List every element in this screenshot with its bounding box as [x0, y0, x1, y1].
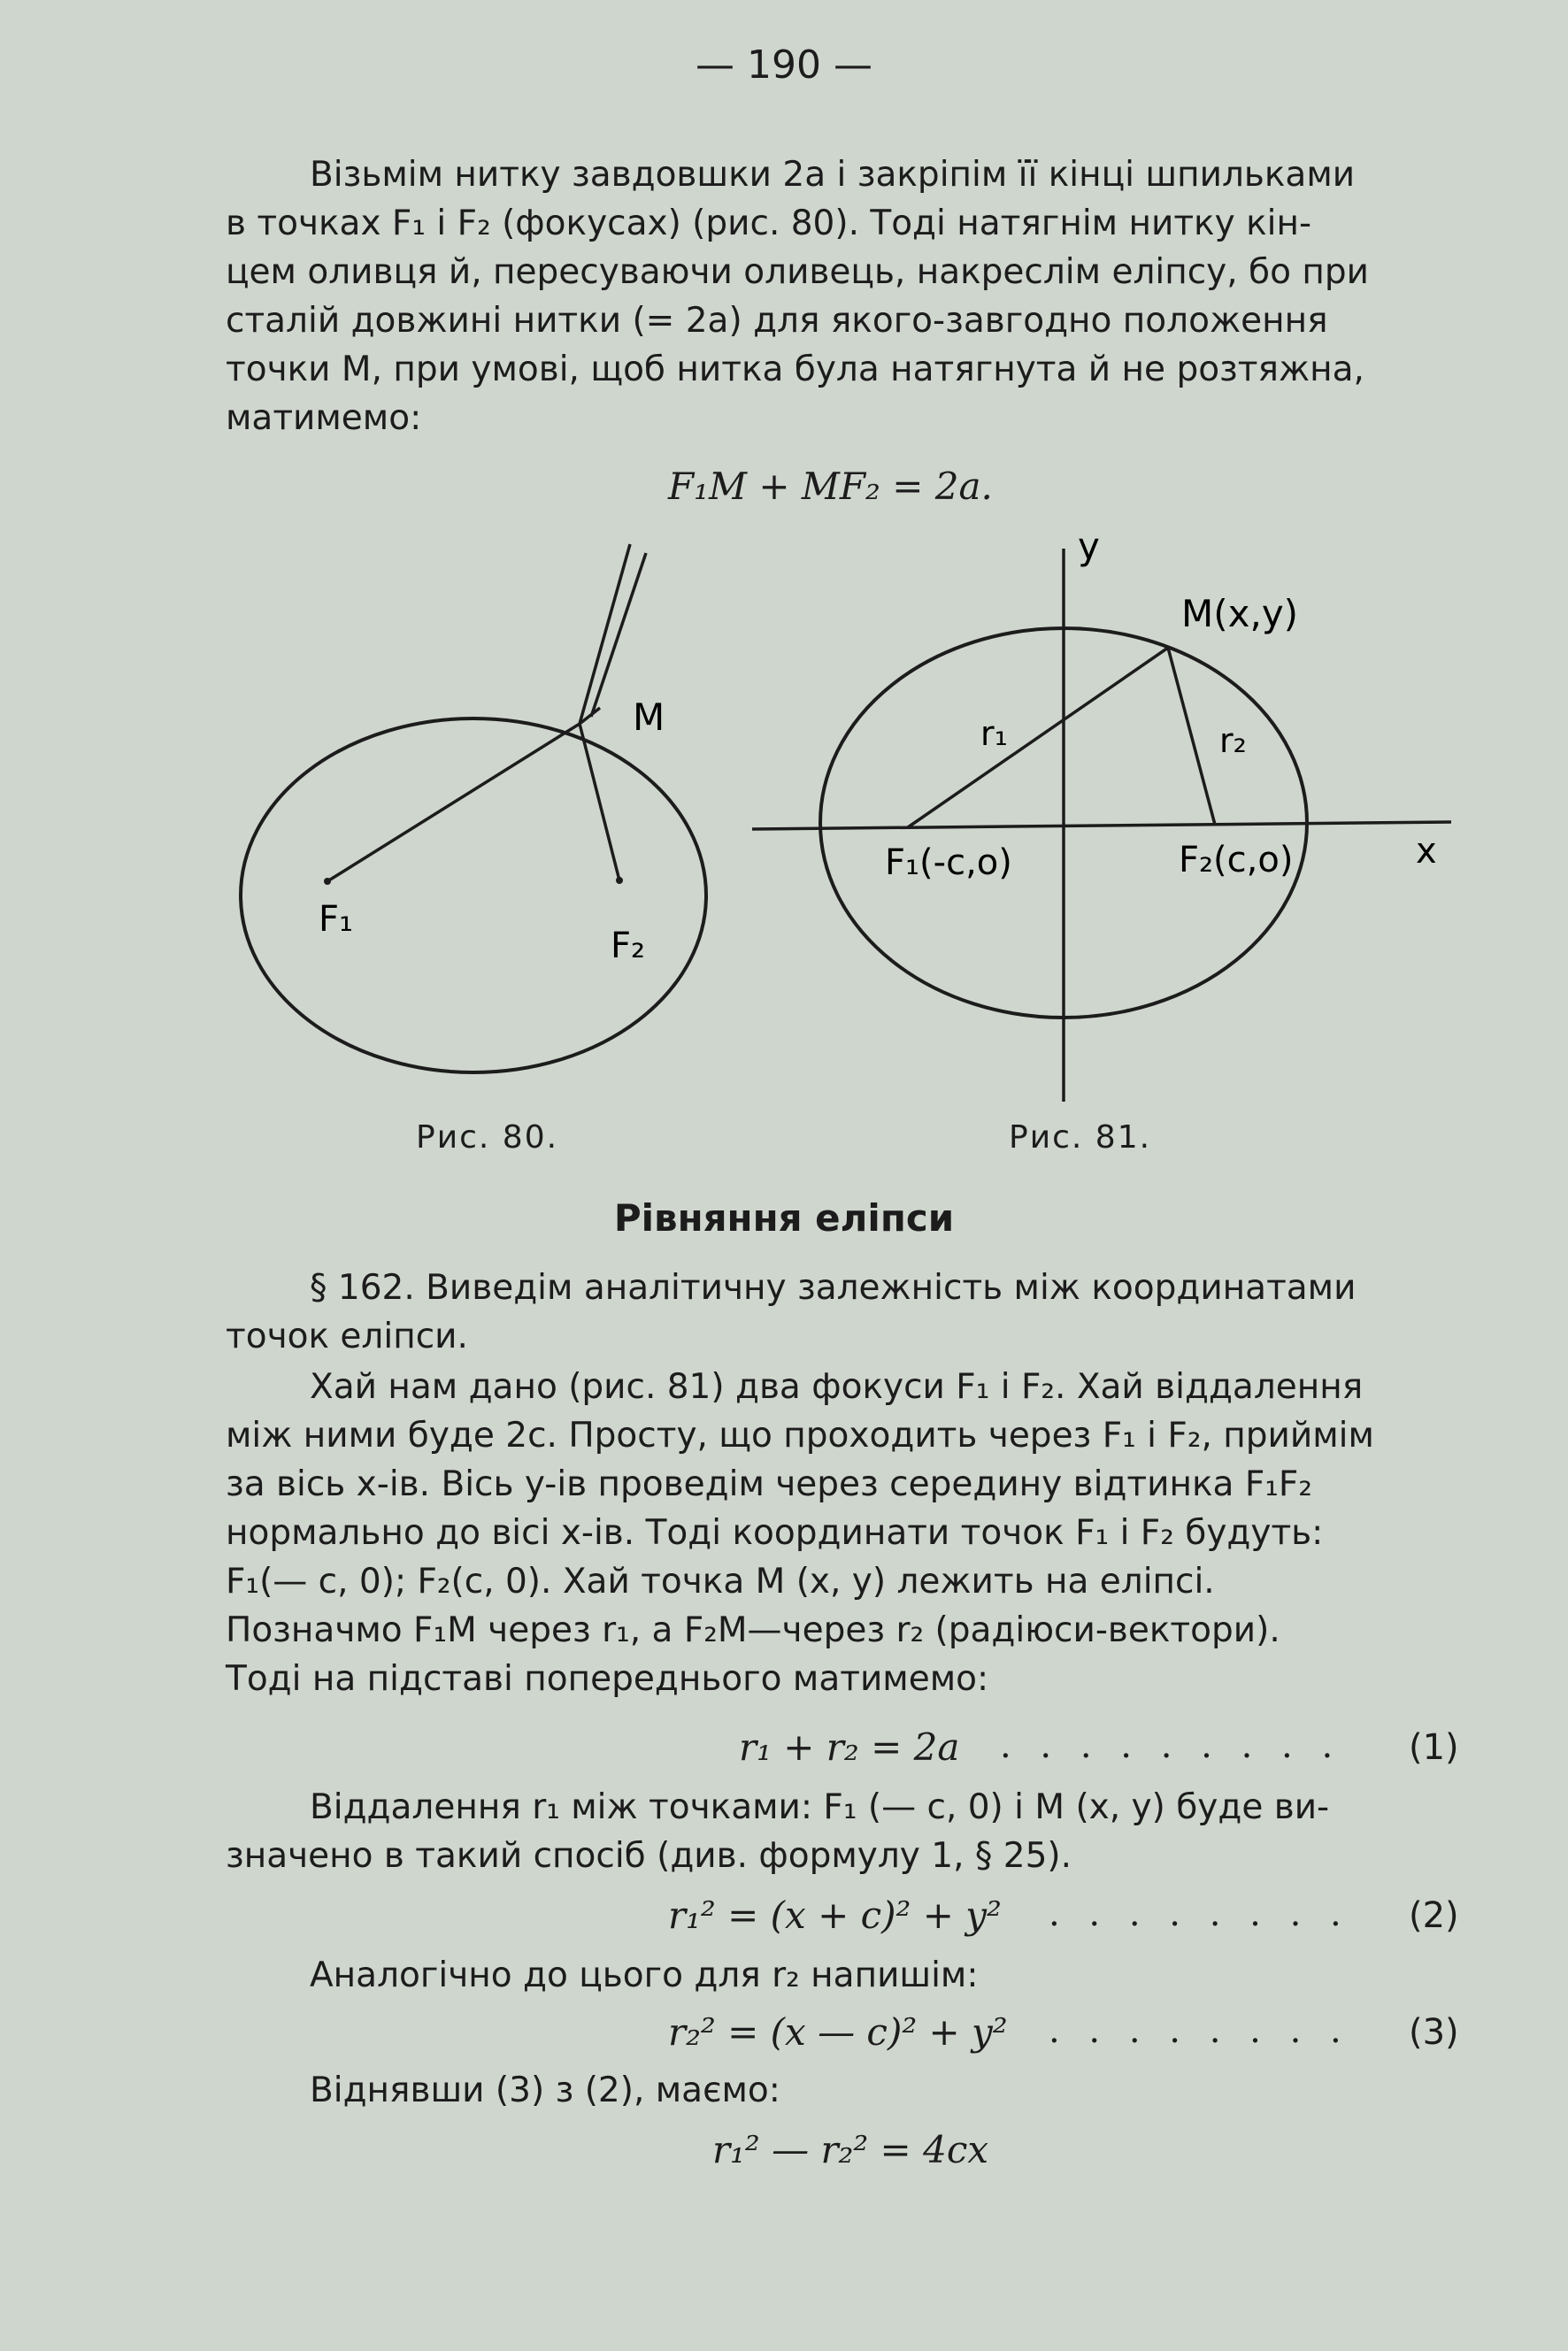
p5-line: Віднявши (3) з (2), маємо: — [310, 2071, 780, 2110]
fig80-pencil-right — [591, 553, 646, 717]
fig81-r2 — [1168, 648, 1215, 825]
fig81-label-F2: F₂(c,o) — [1179, 840, 1294, 880]
p2-line-3: за вісь x-ів. Вісь y-ів проведім через середину відтинка F₁F₂ — [226, 1464, 1312, 1504]
fig80-caption: Рис. 80. — [416, 1119, 559, 1156]
fig81-label-F1: F₁(-c,o) — [885, 842, 1012, 883]
p4-line: Аналогічно до цього для r₂ напишім: — [310, 1955, 979, 1995]
subtract-paragraph — [226, 2066, 1464, 2115]
section-162-paragraph — [226, 1264, 1464, 1361]
p2-line-2: між ними буде 2c. Просту, що проходить через F₁ і F₂, приймім — [226, 1416, 1374, 1456]
section-heading: Рівняння еліпси — [613, 1196, 955, 1240]
fig80-label-M: M — [633, 695, 665, 739]
fig80-point-F1 — [324, 878, 331, 885]
fig81-r1 — [908, 648, 1168, 827]
equation-2-leader: . . . . . . . . — [1049, 1894, 1350, 1934]
equation-1-leader: . . . . . . . . . — [1000, 1725, 1342, 1766]
s162-line-2: точок еліпси. — [226, 1317, 468, 1356]
p2-line-5: F₁(— c, 0); F₂(c, 0). Хай точка M (x, y) лежить на еліпсі. — [226, 1562, 1215, 1602]
fig80-point-F2 — [616, 877, 623, 884]
fig80-string-F1 — [327, 724, 580, 881]
page-number: — 190 — — [696, 42, 872, 88]
fig81-label-r2: r₂ — [1219, 721, 1247, 760]
equation-4: r₁² — r₂² = 4cx — [712, 2128, 989, 2171]
intro-line-3: цем оливця й, пересуваючи оливець, накреслім еліпсу, бо при — [226, 252, 1369, 292]
equation-2-number: (2) — [1409, 1895, 1459, 1936]
equation-1-number: (1) — [1409, 1727, 1459, 1768]
fig80-label-F2: F₂ — [611, 926, 646, 966]
analog-paragraph — [226, 1951, 1464, 2000]
p2-line-4: нормально до вісі x-ів. Тоді координати точок F₁ і F₂ будуть: — [226, 1513, 1324, 1553]
main-formula: F₁M + MF₂ = 2a. — [668, 465, 993, 508]
fig80-ellipse — [241, 718, 706, 1072]
foci-paragraph — [226, 1363, 1464, 1703]
equation-3-leader: . . . . . . . . — [1049, 2010, 1350, 2051]
fig80-label-F1: F₁ — [319, 899, 354, 940]
equation-3-number: (3) — [1409, 2012, 1459, 2053]
p3-line-2: значено в такий спосіб (див. формулу 1, § 25). — [226, 1836, 1072, 1876]
s162-line-1: § 162. Виведім аналітичну залежність між координатами — [310, 1268, 1357, 1308]
equation-3: r₂² = (x — c)² + y² — [668, 2010, 1008, 2054]
fig81-x-axis — [752, 822, 1451, 829]
intro-paragraph — [226, 150, 1464, 442]
p2-line-7: Тоді на підставі попереднього матимемо: — [226, 1659, 989, 1699]
intro-line-5: точки M, при умові, щоб нитка була натягнута й не розтяжна, — [226, 350, 1364, 389]
intro-line-4: сталій довжині нитки (= 2a) для якого-завгодно положення — [226, 301, 1328, 341]
p3-line-1: Віддалення r₁ між точками: F₁ (— c, 0) і M (x, y) буде ви- — [310, 1787, 1330, 1827]
figure-81 — [743, 513, 1469, 1115]
figure-80 — [230, 531, 743, 1097]
p2-line-1: Хай нам дано (рис. 81) два фокуси F₁ і F₂. Хай віддалення — [310, 1367, 1364, 1407]
fig81-label-r1: r₁ — [980, 714, 1008, 753]
intro-line-1: Візьмім нитку завдовшки 2a і закріпім її кінці шпильками — [310, 155, 1356, 195]
fig81-label-M: M(x,y) — [1181, 592, 1299, 635]
intro-line-6: матимемо: — [226, 398, 422, 438]
fig80-pencil-left — [580, 544, 630, 724]
p2-line-6: Позначмо F₁M через r₁, а F₂M—через r₂ (радіюси-вектори). — [226, 1610, 1280, 1650]
fig81-label-y: y — [1078, 525, 1100, 568]
equation-1: r₁ + r₂ = 2a — [739, 1725, 960, 1769]
intro-line-2: в точках F₁ і F₂ (фокусах) (рис. 80). Тоді натягнім нитку кін- — [226, 204, 1312, 243]
equation-2: r₁² = (x + c)² + y² — [668, 1894, 1002, 1937]
fig81-label-x: x — [1416, 831, 1437, 872]
fig81-caption: Рис. 81. — [1009, 1119, 1152, 1156]
distance-paragraph — [226, 1783, 1464, 1880]
